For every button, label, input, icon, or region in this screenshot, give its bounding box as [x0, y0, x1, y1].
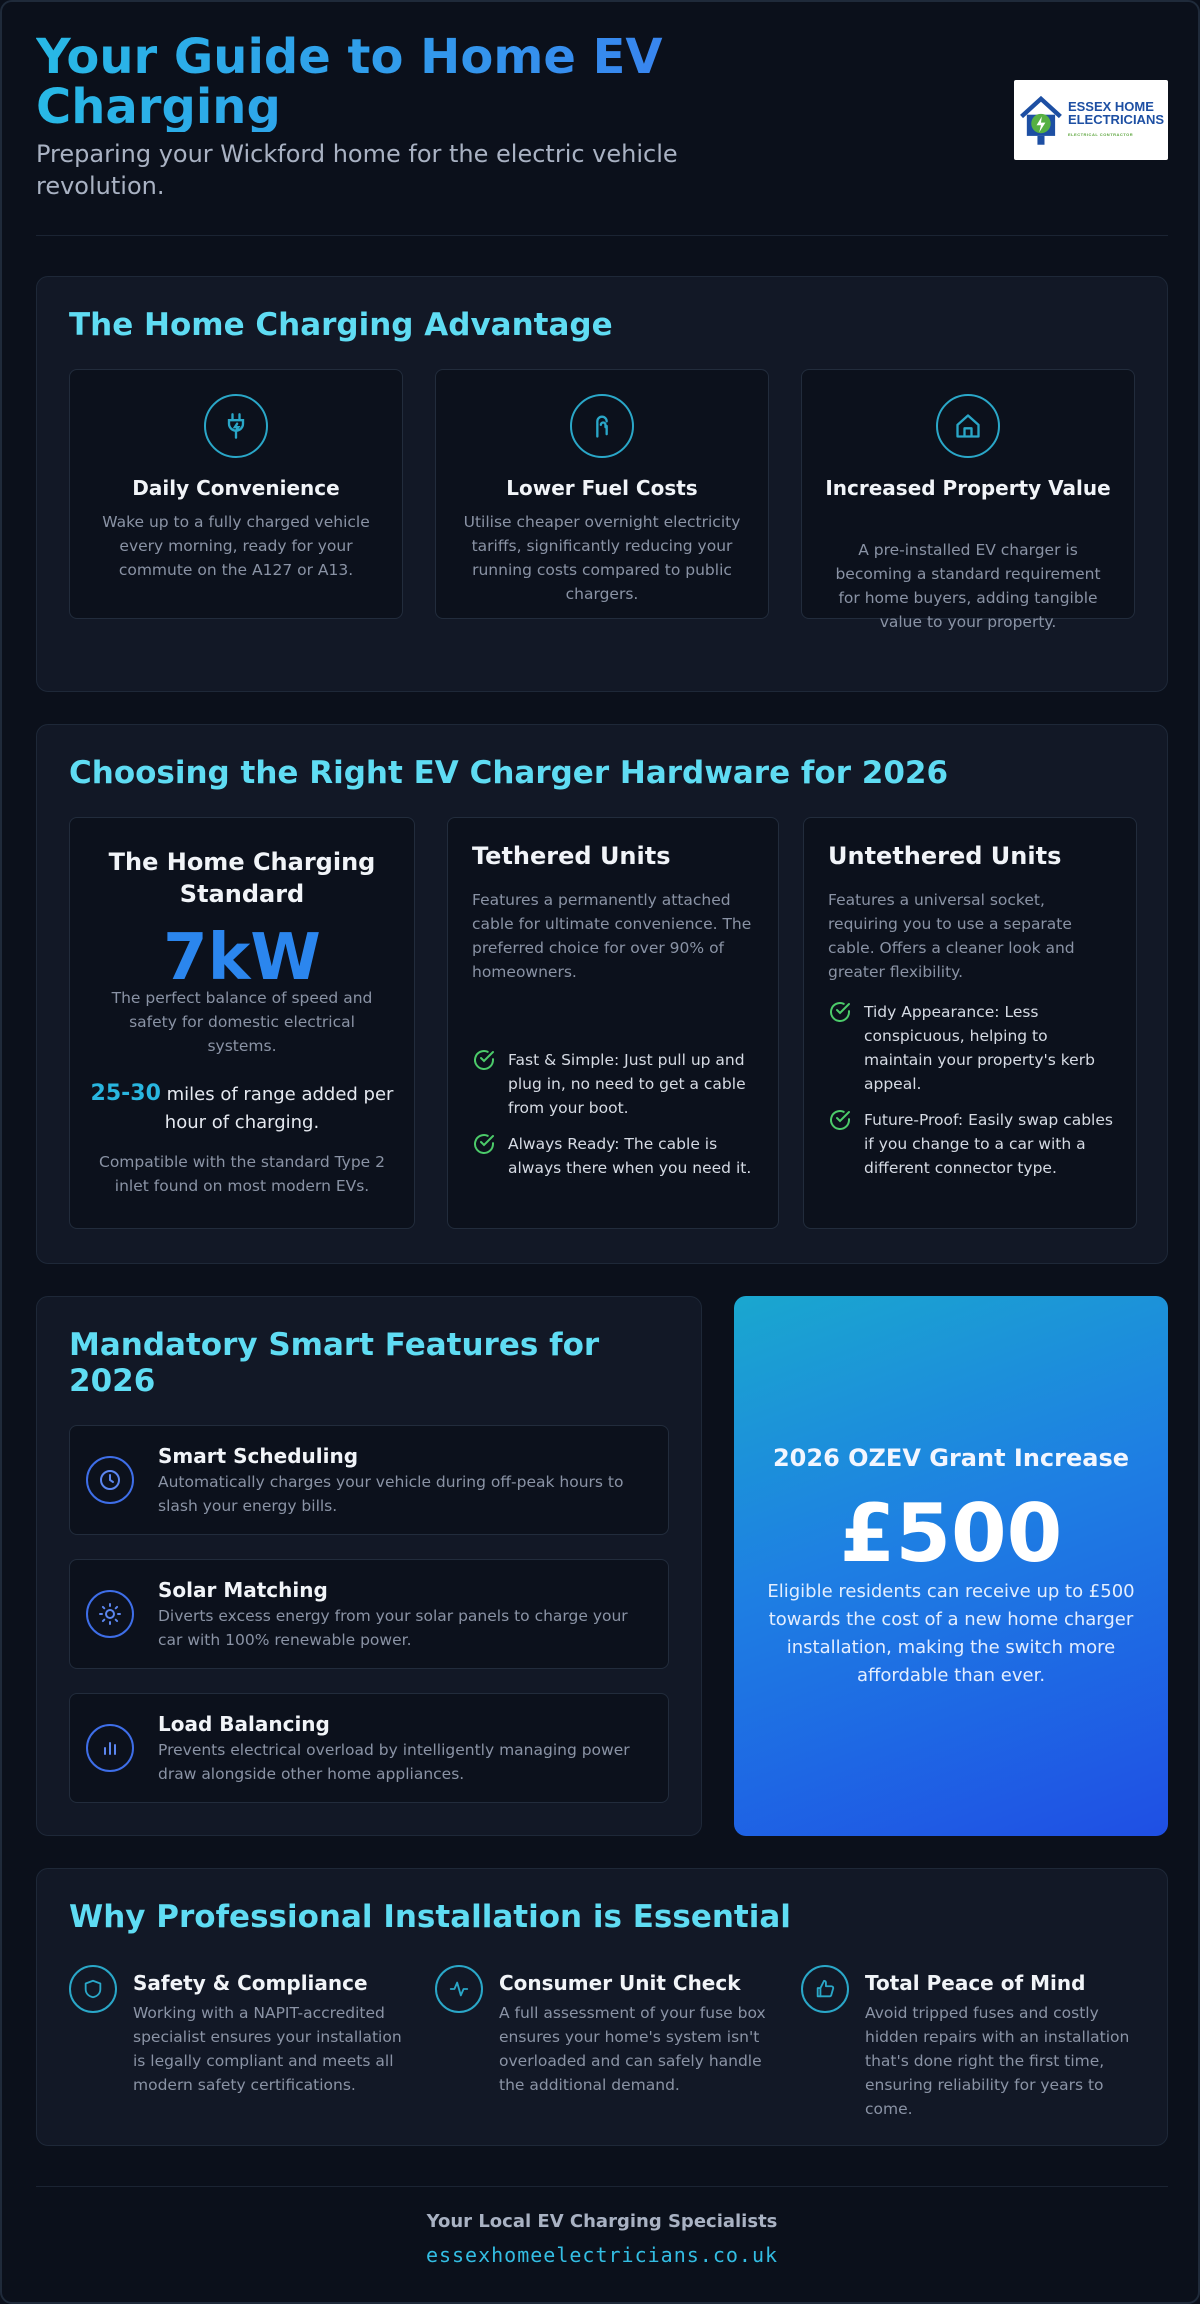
section-title: Why Professional Installation is Essential [69, 1899, 791, 1935]
hardware-section [36, 724, 1168, 1264]
professional-install-section [36, 1868, 1168, 2146]
check-circle-icon [472, 1132, 496, 1156]
advantage-title: Increased Property Value [825, 476, 1111, 500]
page-header [36, 30, 1168, 236]
range-value: 25-30 [90, 1081, 161, 1106]
pulse-icon [435, 1965, 483, 2013]
feature-item [69, 1693, 669, 1803]
feature-title: Smart Scheduling [158, 1444, 359, 1468]
feature-item [69, 1425, 669, 1535]
logo-wordmark: ESSEX HOME ELECTRICIANS ELECTRICAL CONTRACTOR [1067, 98, 1164, 137]
advantage-title: Daily Convenience [132, 476, 340, 500]
list-item-text: Always Ready: The cable is always there when you need it. [508, 1135, 752, 1177]
advantage-section [36, 276, 1168, 692]
tethered-desc: Features a permanently attached cable for ultimate convenience. The preferred choice for over 90% of homeowners. [472, 891, 752, 981]
check-circle-icon [472, 1048, 496, 1072]
feature-desc: Diverts excess energy from your solar panels to charge your car with 100% renewable power. [158, 1607, 628, 1649]
untethered-title: Untethered Units [828, 842, 1062, 870]
clock-icon [86, 1456, 134, 1504]
shield-icon [69, 1965, 117, 2013]
list-item-text: Future-Proof: Easily swap cables if you change to a car with a different connector type. [864, 1111, 1113, 1177]
feature-title: Load Balancing [158, 1712, 330, 1736]
website-link[interactable]: essexhomeelectricians.co.uk [425, 2243, 779, 2267]
charging-standard-card [69, 817, 415, 1229]
advantage-title: Lower Fuel Costs [506, 476, 698, 500]
feature-title: Solar Matching [158, 1578, 328, 1602]
check-circle-icon [828, 1000, 852, 1024]
pro-desc: A full assessment of your fuse box ensures your home's system isn't overloaded and can safely handle the additional demand. [499, 2004, 766, 2094]
list-item [472, 1132, 758, 1180]
list-item [828, 1108, 1116, 1180]
pro-item [435, 1965, 775, 2135]
section-title: Choosing the Right EV Charger Hardware for 2026 [69, 755, 949, 791]
pro-title: Consumer Unit Check [499, 1971, 741, 1995]
advantage-card [801, 369, 1135, 631]
thumbs-up-icon [801, 1965, 849, 2013]
plug-icon [204, 394, 268, 458]
advantage-card [435, 369, 769, 619]
page-footer [36, 2186, 1168, 2286]
untethered-desc: Features a universal socket, requiring you to use a separate cable. Offers a cleaner look and greater flexibility. [828, 891, 1075, 981]
standard-range [90, 1080, 394, 1137]
smart-features-section [36, 1296, 702, 1836]
feature-item [69, 1559, 669, 1669]
check-circle-icon [828, 1108, 852, 1132]
page-title: Your Guide to Home EV Charging [36, 32, 736, 132]
pro-title: Safety & Compliance [133, 1971, 368, 1995]
list-item [828, 1000, 1116, 1096]
pro-item [801, 1965, 1141, 2135]
pro-desc: Working with a NAPIT-accredited specialist ensures your installation is legally compliant and meets all modern safety certifications. [133, 2004, 402, 2094]
list-item-text: Fast & Simple: Just pull up and plug in, no need to get a cable from your boot. [508, 1051, 746, 1117]
sun-icon [86, 1590, 134, 1638]
fuel-pump-icon [570, 394, 634, 458]
tethered-card [447, 817, 779, 1229]
grant-title: 2026 OZEV Grant Increase [772, 1444, 1130, 1472]
standard-power-value: 7kW [163, 921, 321, 995]
untethered-card [803, 817, 1137, 1229]
home-icon [936, 394, 1000, 458]
feature-desc: Prevents electrical overload by intelligently managing power draw alongside other home appliances. [158, 1741, 630, 1783]
page-subtitle: Preparing your Wickford home for the electric vehicle revolution. [36, 140, 678, 200]
range-text: miles of range added per hour of charging. [160, 1084, 394, 1133]
standard-compatibility: Compatible with the standard Type 2 inlet found on most modern EVs. [99, 1153, 385, 1195]
pro-desc: Avoid tripped fuses and costly hidden repairs with an installation that's done right the first time, ensuring reliability for years to come. [865, 2004, 1130, 2118]
pro-item [69, 1965, 409, 2135]
advantage-desc: A pre-installed EV charger is becoming a standard requirement for home buyers, adding tangible value to your property. [835, 541, 1101, 631]
standard-title: The Home Charging Standard [108, 848, 376, 908]
list-item [472, 1048, 758, 1120]
grant-callout [734, 1296, 1168, 1836]
bar-chart-icon [86, 1724, 134, 1772]
advantage-desc: Utilise cheaper overnight electricity tariffs, significantly reducing your running costs compared to public chargers. [463, 513, 741, 603]
grant-amount: £500 [839, 1487, 1063, 1580]
section-title: Mandatory Smart Features for 2026 [69, 1327, 600, 1399]
company-logo [1014, 80, 1168, 160]
logo-house-icon [1018, 88, 1064, 152]
pro-title: Total Peace of Mind [865, 1971, 1086, 1995]
standard-desc: The perfect balance of speed and safety for domestic electrical systems. [111, 989, 373, 1055]
advantage-card [69, 369, 403, 619]
section-title: The Home Charging Advantage [69, 307, 613, 343]
footer-title: Your Local EV Charging Specialists [426, 2211, 778, 2232]
grant-desc: Eligible residents can receive up to £500 towards the cost of a new home charger installation, making the switch more affordable than ever. [767, 1581, 1135, 1686]
tethered-title: Tethered Units [472, 842, 671, 870]
advantage-desc: Wake up to a fully charged vehicle every morning, ready for your commute on the A127 or A13. [102, 513, 370, 579]
list-item-text: Tidy Appearance: Less conspicuous, helping to maintain your property's kerb appeal. [864, 1003, 1095, 1093]
feature-desc: Automatically charges your vehicle during off-peak hours to slash your energy bills. [158, 1473, 624, 1515]
